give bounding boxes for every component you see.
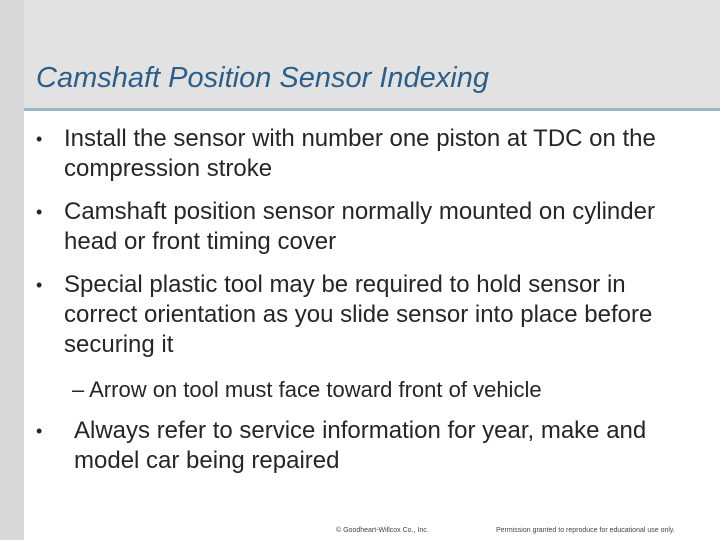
bullet-dot: • [36,202,43,222]
sub-bullet: – Arrow on tool must face toward front of vehicle [72,377,542,402]
bullet-text: Always refer to service information for year, make and model car being repaired [74,417,647,474]
title-divider [24,108,720,111]
bullet-item [36,124,696,184]
bullet-dot: • [36,275,43,295]
bullet-text: Special plastic tool may be required to hold sensor in correct orientation as you slide sensor into place before securing it [64,271,653,358]
bullet-item [36,270,696,360]
permission-footer: Permission granted to reproduce for educational use only. [496,527,675,534]
left-accent-bar [0,0,24,540]
copyright-footer: © Goodheart-Willcox Co., Inc. [336,527,429,534]
bullet-dot: • [36,129,43,149]
bullet-text: Camshaft position sensor normally mounted on cylinder head or front timing cover [64,198,655,255]
bullet-text: Install the sensor with number one piston at TDC on the compression stroke [64,125,656,182]
slide-title: Camshaft Position Sensor Indexing [36,62,489,94]
bullet-dot: • [36,421,43,441]
bullet-item [36,416,706,476]
bullet-item [36,197,696,257]
